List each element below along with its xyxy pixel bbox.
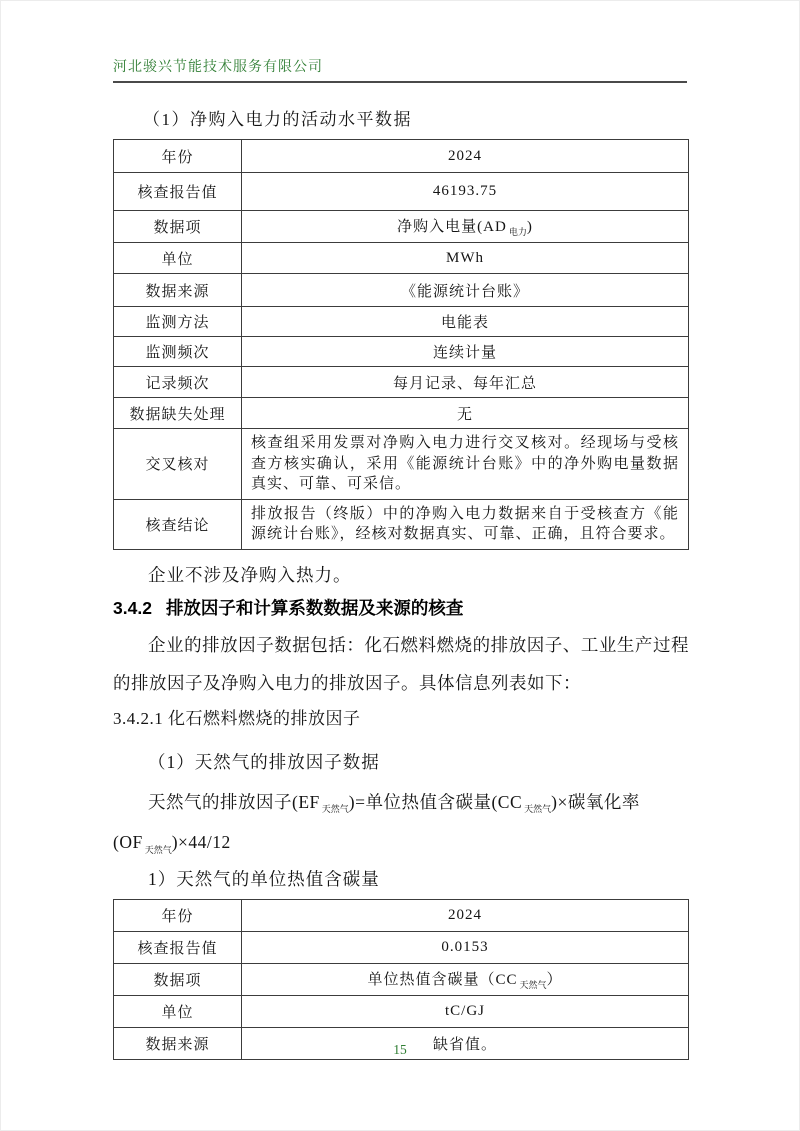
section-intro-paragraph: 企业的排放因子数据包括：化石燃料燃烧的排放因子、工业生产过程的排放因子及净购入电力的排放因子。具体信息列表如下：	[113, 634, 689, 693]
section-number: 3.4.2	[113, 597, 152, 618]
page-number: 15	[393, 1042, 407, 1057]
section-title: 排放因子和计算系数数据及来源的核查	[165, 597, 464, 618]
row-value: 《能源统计台账》	[242, 274, 689, 307]
table-row	[114, 367, 689, 398]
row-value: 46193.75	[242, 173, 689, 211]
row-label: 单位	[114, 995, 242, 1027]
row-value	[242, 211, 689, 243]
value-subscript: 天然气	[519, 979, 547, 990]
row-value: 2024	[242, 140, 689, 173]
row-value: 电能表	[242, 307, 689, 337]
formula-text: )×碳氧化率	[551, 791, 640, 812]
row-value: 每月记录、每年汇总	[242, 367, 689, 398]
table-row	[114, 499, 689, 549]
section-heading-342	[113, 595, 689, 620]
row-label: 数据来源	[114, 1027, 242, 1059]
formula-text: )×44/12	[171, 832, 231, 852]
value-text: 单位热值含碳量（CC	[367, 971, 518, 988]
sub-heading-3421: 3.4.2.1 化石燃料燃烧的排放因子	[113, 708, 361, 728]
table-row	[114, 243, 689, 274]
row-value: 连续计量	[242, 337, 689, 367]
table-row	[114, 173, 689, 211]
page-content	[113, 97, 689, 1060]
formula-subscript: 天然气	[524, 804, 552, 814]
carbon-content-table	[113, 899, 689, 1060]
formula-text: 天然气的排放因子(EF	[148, 791, 320, 812]
row-value: MWh	[242, 243, 689, 274]
row-label: 年份	[114, 140, 242, 173]
table-row	[114, 931, 689, 963]
row-label: 年份	[114, 899, 242, 931]
page-footer	[1, 1041, 799, 1059]
table-row	[114, 995, 689, 1027]
row-value: tC/GJ	[242, 995, 689, 1027]
row-value: 无	[242, 398, 689, 429]
value-text: ）	[546, 971, 563, 988]
formula-text: )=单位热值含碳量(CC	[348, 791, 523, 812]
table-row	[114, 307, 689, 337]
natural-gas-factor-title: （1）天然气的排放因子数据	[148, 751, 380, 772]
row-label: 交叉核对	[114, 429, 242, 500]
formula-text: (OF	[113, 832, 143, 852]
page-header	[113, 56, 687, 83]
row-label: 核查报告值	[114, 931, 242, 963]
table-row	[114, 398, 689, 429]
row-value: 0.0153	[242, 931, 689, 963]
row-value: 缺省值。	[242, 1027, 689, 1059]
company-name: 河北骏兴节能技术服务有限公司	[113, 60, 323, 75]
formula-subscript: 天然气	[144, 844, 172, 855]
row-label: 监测频次	[114, 337, 242, 367]
row-value: 2024	[242, 899, 689, 931]
table-row	[114, 337, 689, 367]
table-row	[114, 429, 689, 500]
row-label: 核查报告值	[114, 173, 242, 211]
row-label: 单位	[114, 243, 242, 274]
row-value: 核查组采用发票对净购入电力进行交叉核对。经现场与受核查方核实确认，采用《能源统计台账》中的净外购电量数据真实、可靠、可采信。	[242, 429, 689, 500]
row-label: 数据项	[114, 211, 242, 243]
formula-subscript: 天然气	[321, 804, 349, 814]
table-row	[114, 140, 689, 173]
row-label: 数据缺失处理	[114, 398, 242, 429]
row-value: 排放报告（终版）中的净购入电力数据来自于受核查方《能源统计台账》，经核对数据真实、可靠、正确，且符合要求。	[242, 499, 689, 549]
row-label: 数据来源	[114, 274, 242, 307]
table-row	[114, 211, 689, 243]
emission-factor-formula-line2	[113, 832, 689, 856]
activity-data-table	[113, 139, 689, 550]
table-row	[114, 899, 689, 931]
activity-table-title: （1）净购入电力的活动水平数据	[143, 110, 412, 129]
value-text: 净购入电量(AD	[397, 219, 507, 235]
value-text: )	[526, 219, 533, 235]
row-label: 核查结论	[114, 499, 242, 549]
row-label: 数据项	[114, 963, 242, 995]
no-heat-note: 企业不涉及净购入热力。	[148, 564, 352, 585]
row-label: 记录频次	[114, 367, 242, 398]
carbon-content-title: 1）天然气的单位热值含碳量	[148, 868, 380, 889]
value-subscript: 电力	[508, 227, 527, 237]
emission-factor-formula-line1	[113, 789, 689, 816]
row-label: 监测方法	[114, 307, 242, 337]
row-value	[242, 963, 689, 995]
table-row	[114, 963, 689, 995]
table-row	[114, 274, 689, 307]
